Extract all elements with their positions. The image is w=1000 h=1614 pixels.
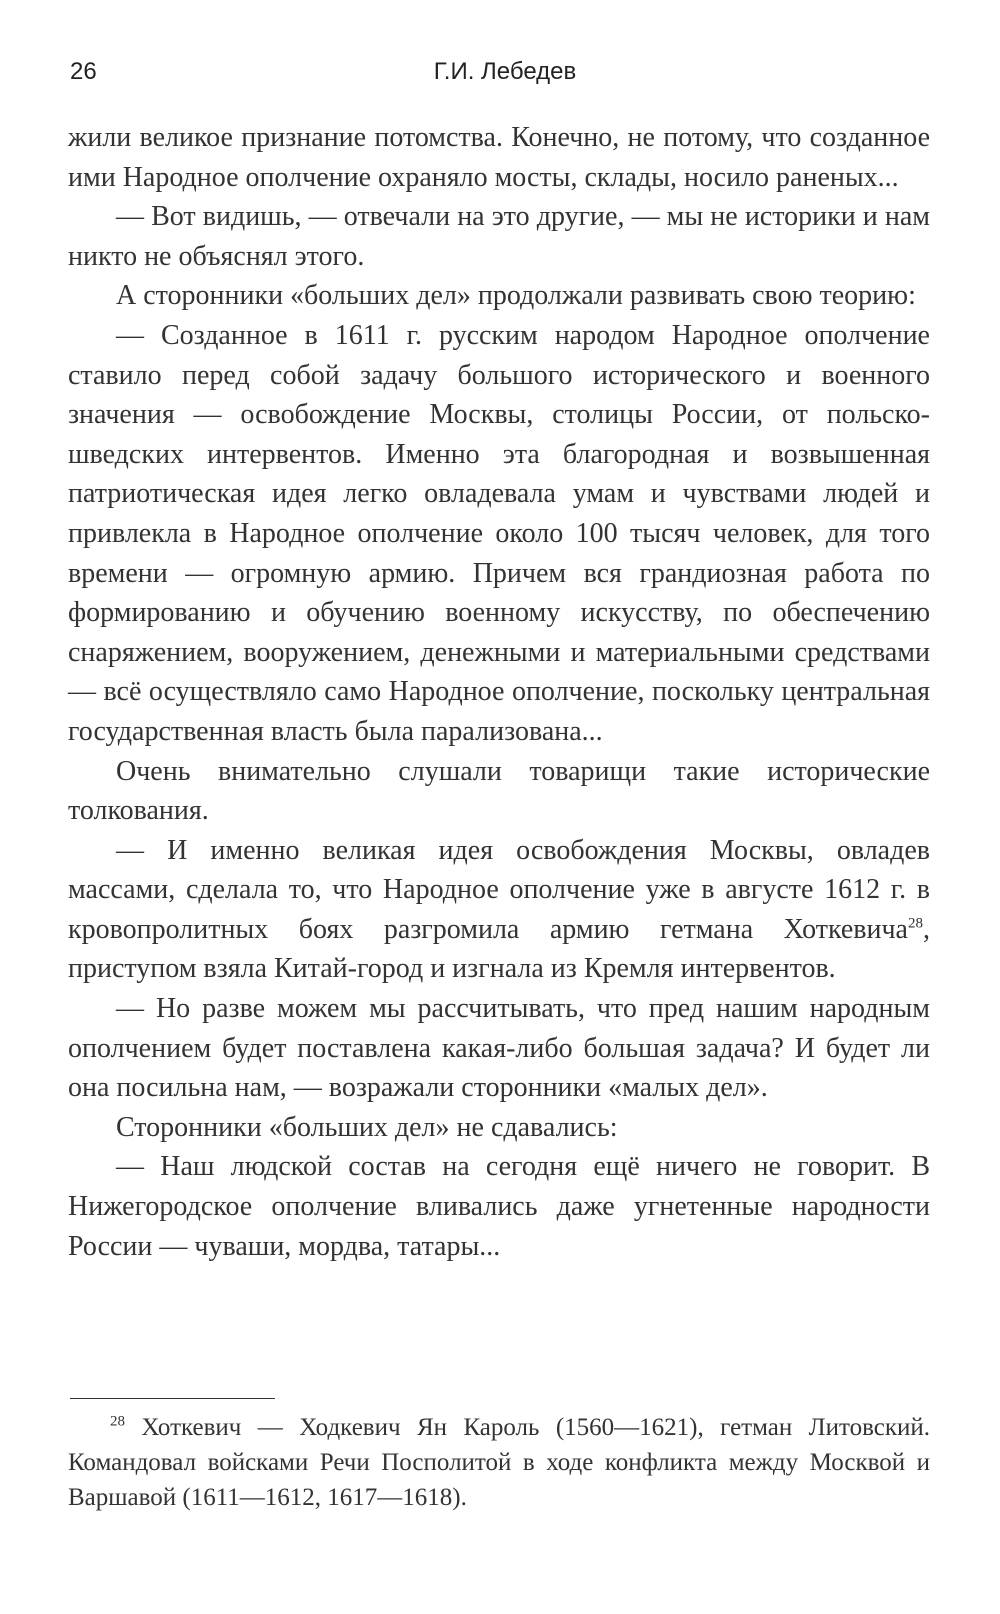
footnote-text: Хоткевич — Ходкевич Ян Кароль (1560—1621), гетман Литовский. Командовал войсками Речи Посполитой в ходе конфликта между Москвой и Варшавой (1611—1612, 1617—1618). [68, 1414, 930, 1511]
paragraph-6 [68, 831, 930, 989]
paragraph-2: — Вот видишь, — отвечали на это другие, — мы не историки и нам никто не объяснял этого. [68, 201, 930, 272]
paragraph-5: Очень внимательно слушали товарищи такие исторические толкования. [68, 755, 930, 827]
paragraph-7: — Но разве можем мы рассчитывать, что пред нашим народным ополчением будет поставлена какая-либо большая задача? И будет ли она посильна нам, — возражали сторонники «малых дел». [68, 993, 930, 1104]
footnote-reference: 28 [908, 915, 923, 932]
running-head: Г.И. Лебедев [433, 58, 577, 85]
paragraph-9: — Наш людской состав на сегодня ещё ничего не говорит. В Нижегородское ополчение вливались даже угнетенные народности России — чуваши, мордва, татары... [68, 1151, 930, 1262]
page-header [70, 58, 930, 98]
paragraph-6-text-end: , приступом взяла Китай-город и изгнала из Кремля интервентов. [68, 913, 930, 985]
paragraph-1: жили великое признание потомства. Конечно, не потому, что созданное ими Народное ополчение охраняло мосты, склады, носило раненых... [68, 122, 930, 193]
paragraph-6-text: — И именно великая идея освобождения Москвы, овладев массами, сделала то, что Народное ополчение уже в августе 1612 г. в кровопролитных боях разгромила армию гетмана Хоткевича [68, 834, 930, 945]
body-text [68, 118, 930, 1266]
paragraph-8: Сторонники «больших дел» не сдавались: [116, 1111, 618, 1143]
page-number: 26 [70, 58, 97, 85]
paragraph-3: А сторонники «больших дел» продолжали развивать свою теорию: [116, 280, 916, 312]
footnote-divider [70, 1398, 275, 1399]
footnote-number: 28 [110, 1413, 125, 1430]
paragraph-4: — Созданное в 1611 г. русским народом Народное ополчение ставило перед собой задачу большого исторического и военного значения — освобождение Москвы, столицы России, от польско-шведских интервентов. Именно эта благородная и возвышенная патриотическая идея легко овладевала умам и чувствами людей и привлекла в Народное ополчение около 100 тысяч человек, для того времени — огромную армию. Причем вся грандиозная работа по формированию и обучению военному искусству, по обеспечению снаряжением, вооружением, денежными и материальными средствами — всё осуществляло само Народное ополчение, поскольку центральная государственная власть была парализована... [68, 319, 930, 747]
footnote [68, 1410, 930, 1515]
